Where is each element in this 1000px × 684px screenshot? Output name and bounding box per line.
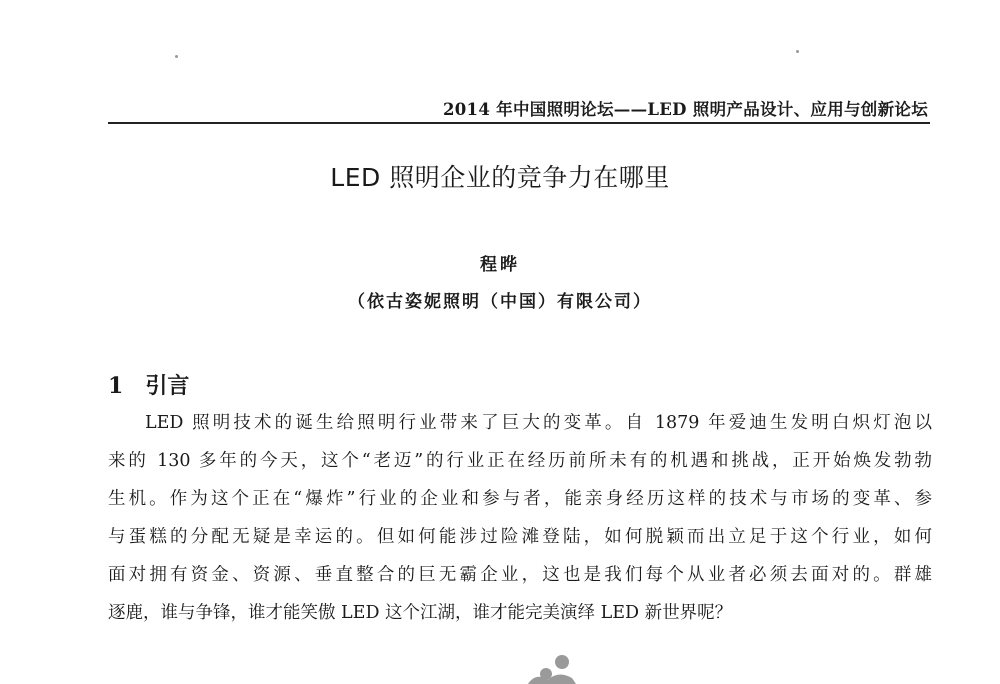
- scan-speck: [796, 50, 799, 53]
- running-header: 2014 年中国照明论坛——LED 照明产品设计、应用与创新论坛: [443, 100, 928, 119]
- header-rule: [108, 122, 930, 124]
- section-number: 1: [108, 373, 124, 399]
- watermark-logo-icon: [522, 652, 582, 684]
- author-name: 程晔: [480, 255, 520, 275]
- scan-speck: [175, 55, 178, 58]
- paper-title: LED 照明企业的竞争力在哪里: [330, 163, 670, 192]
- body-line: 来的 130 多年的今天，这个“老迈”的行业正在经历前所未有的机遇和挑战，正开始焕发勃勃: [108, 451, 932, 471]
- section-title: 引言: [145, 374, 190, 399]
- body-line: LED 照明技术的诞生给照明行业带来了巨大的变革。自 1879 年爱迪生发明白炽灯泡以: [145, 413, 932, 433]
- body-line: 生机。作为这个正在“爆炸”行业的企业和参与者，能亲身经历这样的技术与市场的变革、参: [108, 489, 932, 509]
- author-affiliation: （依古姿妮照明（中国）有限公司）: [348, 292, 652, 312]
- section-heading: [108, 369, 189, 400]
- body-line: 逐鹿，谁与争锋，谁才能笑傲 LED 这个江湖，谁才能完美演绎 LED 新世界呢？: [108, 603, 733, 623]
- body-line: 面对拥有资金、资源、垂直整合的巨无霸企业，这也是我们每个从业者必须去面对的。群雄: [108, 565, 932, 585]
- body-line: 与蛋糕的分配无疑是幸运的。但如何能涉过险滩登陆，如何脱颖而出立足于这个行业，如何: [108, 527, 932, 547]
